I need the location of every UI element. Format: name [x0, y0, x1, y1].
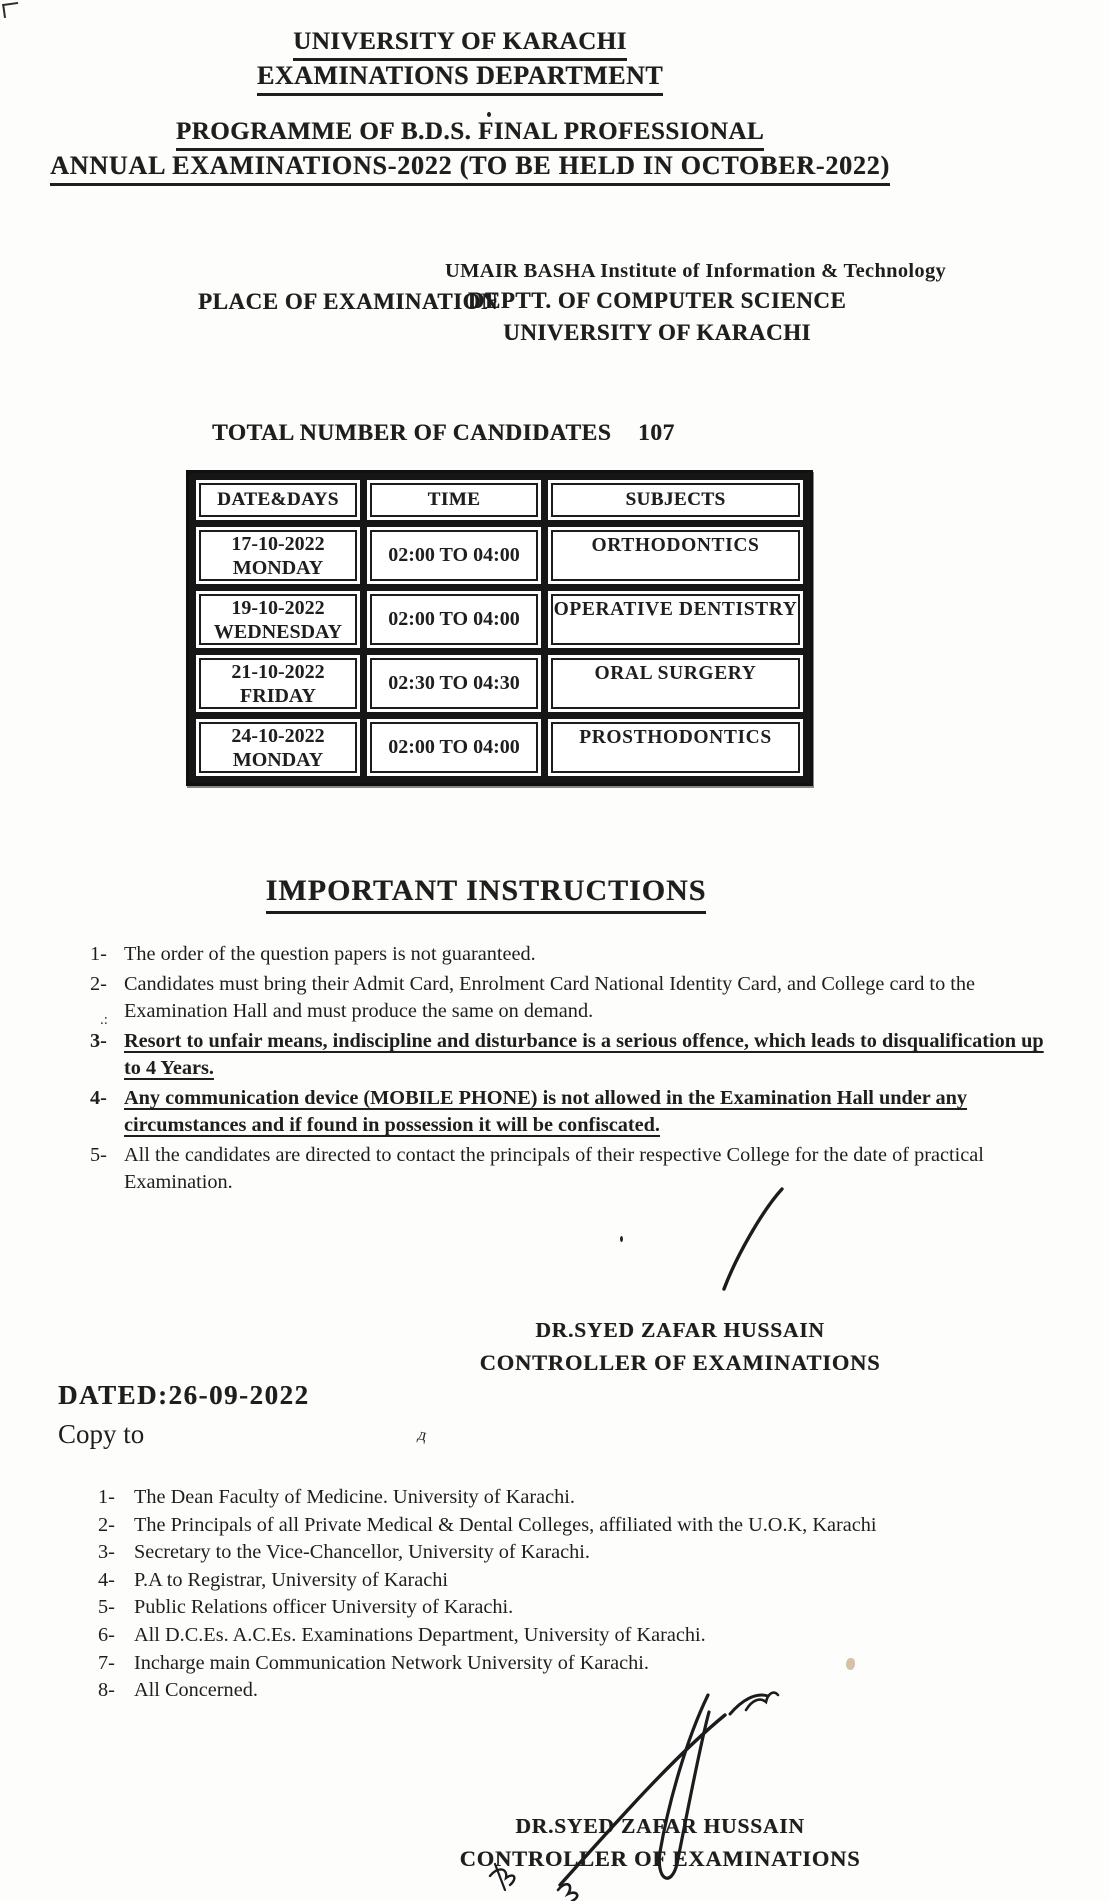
total-candidates-label: TOTAL NUMBER OF CANDIDATES — [212, 420, 612, 446]
item-number: 6- — [98, 1623, 115, 1646]
exam-day: WEDNESDAY — [213, 620, 343, 643]
table-row-4-date — [196, 719, 360, 776]
item-text: All Concerned. — [134, 1679, 258, 1702]
programme-title-line1-text: PROGRAMME OF B.D.S. FINAL PROFESSIONAL — [176, 118, 764, 151]
copy-item-2 — [98, 1512, 1098, 1540]
item-text: The order of the question papers is not guaranteed. — [124, 943, 536, 965]
item-text: Incharge main Communication Network University of Karachi. — [134, 1651, 649, 1674]
scan-artifact-dot — [487, 112, 491, 117]
item-number: 1- — [90, 943, 107, 965]
item-text: All the candidates are directed to contact the principals of their respective College for the date of practical Examination. — [124, 1144, 984, 1193]
exam-time: 02:00 TO 04:00 — [370, 722, 538, 773]
item-text: P.A to Registrar, University of Karachi — [134, 1568, 449, 1591]
signatory-block-bottom — [440, 1814, 880, 1872]
signature-stroke — [716, 1185, 791, 1293]
column-header-time: TIME — [367, 480, 541, 520]
item-number: 7- — [98, 1651, 115, 1674]
exam-subject: ORAL SURGERY — [551, 658, 800, 709]
department-of-computer-science: DEPTT. OF COMPUTER SCIENCE — [467, 288, 847, 313]
university-of-karachi-line: UNIVERSITY OF KARACHI — [503, 320, 811, 345]
copy-item-7 — [98, 1650, 1098, 1678]
exam-day: FRIDAY — [240, 684, 316, 707]
exam-date: 19-10-2022 — [231, 596, 325, 619]
item-text: Public Relations officer University of Karachi. — [134, 1596, 514, 1619]
table-row-1-subject — [548, 527, 803, 584]
item-text: The Principals of all Private Medical & Dental Colleges, affiliated with the U.O.K, Karachi — [134, 1513, 877, 1536]
total-candidates-value: 107 — [638, 420, 675, 446]
table-row-1-time — [367, 527, 541, 584]
exam-subject: PROSTHODONTICS — [551, 722, 800, 773]
university-name-text: UNIVERSITY OF KARACHI — [293, 28, 627, 61]
table-row-2-time — [367, 591, 541, 648]
table-row-3-date — [196, 655, 360, 712]
item-number: 4- — [90, 1087, 107, 1109]
exam-date: 17-10-2022 — [231, 532, 325, 555]
exam-time: 02:00 TO 04:00 — [370, 530, 538, 581]
copy-to-label: Copy to — [58, 1419, 145, 1449]
scan-artifact-dot — [620, 1236, 623, 1242]
item-number: 2- — [90, 973, 107, 995]
item-number: 5- — [98, 1596, 115, 1619]
instruction-item-4 — [90, 1085, 1058, 1139]
item-text: The Dean Faculty of Medicine. University of Karachi. — [134, 1486, 575, 1508]
place-of-examination-label: PLACE OF EXAMINATION — [198, 289, 499, 314]
scan-artifact-mark: д — [416, 1424, 429, 1445]
programme-title-line1 — [0, 118, 940, 151]
department-name-text: EXAMINATIONS DEPARTMENT — [257, 61, 663, 96]
copy-item-8 — [98, 1677, 1098, 1705]
item-number: 2- — [98, 1513, 115, 1536]
signatory-block — [440, 1318, 920, 1376]
signatory-title: CONTROLLER OF EXAMINATIONS — [459, 1846, 861, 1871]
column-header-subjects: SUBJECTS — [548, 480, 803, 520]
table-row-4-subject — [548, 719, 803, 776]
instruction-item-5 — [90, 1142, 1058, 1196]
item-text: Candidates must bring their Admit Card, Enrolment Card National Identity Card, and College card to the Examination Hall and must produce the same on demand. — [124, 973, 976, 1022]
item-number: 3- — [98, 1541, 115, 1564]
important-instructions-heading — [16, 874, 956, 914]
item-text: Secretary to the Vice-Chancellor, University of Karachi. — [134, 1541, 591, 1564]
dated-line: DATED:26-09-2022 — [58, 1380, 310, 1410]
exam-schedule-table — [186, 470, 813, 786]
scan-artifact-mark: .: — [100, 1012, 108, 1028]
signatory-name: DR.SYED ZAFAR HUSSAIN — [515, 1814, 805, 1838]
item-text: Any communication device (MOBILE PHONE) is not allowed in the Examination Hall under any circumstances and if found in possession it will be confiscated. — [124, 1087, 968, 1136]
instruction-item-3 — [90, 1028, 1058, 1082]
table-row-3-subject — [548, 655, 803, 712]
item-number: 1- — [98, 1486, 115, 1508]
programme-title-line2-text: ANNUAL EXAMINATIONS-2022 (TO BE HELD IN OCTOBER-2022) — [50, 151, 890, 186]
table-row-3-time — [367, 655, 541, 712]
item-text: All D.C.Es. A.C.Es. Examinations Department, University of Karachi. — [134, 1623, 706, 1646]
instruction-item-1 — [90, 941, 1058, 968]
copy-item-3 — [98, 1539, 1098, 1567]
exam-date: 21-10-2022 — [231, 660, 325, 683]
item-number: 8- — [98, 1679, 115, 1702]
table-row-1-date — [196, 527, 360, 584]
item-number: 4- — [98, 1568, 115, 1591]
column-header-date-days: DATE&DAYS — [196, 480, 360, 520]
table-row-4-time — [367, 719, 541, 776]
table-row-2-date — [196, 591, 360, 648]
programme-title-line2 — [0, 151, 940, 186]
exam-time: 02:00 TO 04:00 — [370, 594, 538, 645]
copy-item-6 — [98, 1622, 1098, 1650]
copy-to-list — [98, 1484, 1098, 1705]
item-number: 3- — [90, 1030, 107, 1052]
exam-subject: OPERATIVE DENTISTRY — [551, 594, 800, 645]
important-instructions-text: IMPORTANT INSTRUCTIONS — [266, 874, 707, 914]
exam-schedule-grid — [196, 480, 803, 776]
exam-time: 02:30 TO 04:30 — [370, 658, 538, 709]
exam-day: MONDAY — [232, 556, 324, 579]
instructions-list — [90, 941, 1058, 1199]
copy-item-1 — [98, 1484, 1098, 1512]
item-text: Resort to unfair means, indiscipline and disturbance is a serious offence, which leads to disqualification up to 4 Years. — [124, 1030, 1044, 1079]
signatory-title: CONTROLLER OF EXAMINATIONS — [479, 1350, 881, 1375]
copy-item-5 — [98, 1594, 1098, 1622]
copy-item-4 — [98, 1567, 1098, 1595]
instruction-item-2 — [90, 971, 1058, 1025]
department-name-heading — [0, 61, 920, 96]
exam-date: 24-10-2022 — [231, 724, 325, 747]
table-row-2-subject — [548, 591, 803, 648]
university-name-heading — [0, 28, 920, 61]
exam-subject: ORTHODONTICS — [551, 530, 800, 581]
signatory-name: DR.SYED ZAFAR HUSSAIN — [535, 1318, 825, 1342]
exam-day: MONDAY — [232, 748, 324, 771]
item-number: 5- — [90, 1144, 107, 1166]
scan-artifact-corner — [2, 2, 20, 18]
institute-name: UMAIR BASHA Institute of Information & Technology — [445, 260, 947, 282]
